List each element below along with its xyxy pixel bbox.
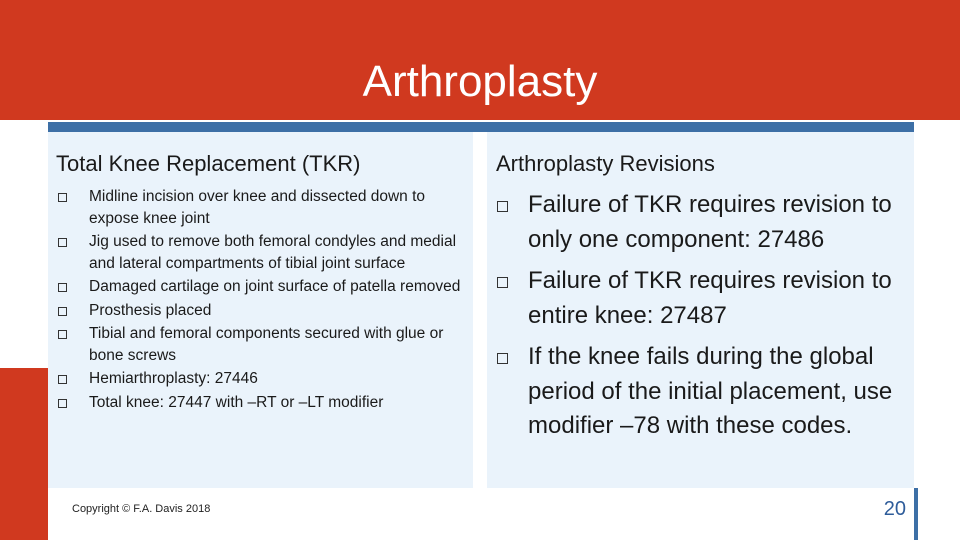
- square-bullet-icon: [58, 193, 67, 202]
- left-bullet-list: [58, 186, 468, 415]
- square-bullet-icon: [58, 283, 67, 292]
- list-item-text: If the knee fails during the global period of the initial placement, use modifier –78 with these codes.: [528, 343, 893, 439]
- copyright-notice: Copyright © F.A. Davis 2018: [72, 503, 211, 515]
- square-bullet-icon: [58, 399, 67, 408]
- list-item: [58, 276, 468, 298]
- list-item-text: Tibial and femoral components secured with glue or bone screws: [89, 325, 444, 364]
- square-bullet-icon: [58, 307, 67, 316]
- square-bullet-icon: [58, 375, 67, 384]
- list-item-text: Jig used to remove both femoral condyles and medial and lateral compartments of tibial joint surface: [89, 233, 457, 272]
- list-item-text: Hemiarthroplasty: 27446: [89, 370, 258, 387]
- right-accent-bar: [914, 488, 918, 540]
- left-column-heading: Total Knee Replacement (TKR): [56, 151, 361, 176]
- square-bullet-icon: [497, 353, 508, 364]
- list-item: [58, 368, 468, 390]
- list-item: [496, 340, 906, 444]
- list-item: [58, 323, 468, 366]
- page-number: 20: [883, 498, 906, 520]
- left-accent-block: [0, 368, 48, 540]
- square-bullet-icon: [497, 201, 508, 212]
- list-item: [58, 392, 468, 414]
- square-bullet-icon: [58, 330, 67, 339]
- slide-title: Arthroplasty: [362, 57, 598, 106]
- list-item: [496, 188, 906, 257]
- list-item-text: Damaged cartilage on joint surface of patella removed: [89, 278, 461, 295]
- square-bullet-icon: [497, 277, 508, 288]
- list-item-text: Total knee: 27447 with –RT or –LT modifier: [89, 393, 384, 411]
- right-column-heading: Arthroplasty Revisions: [496, 151, 715, 176]
- list-item: [58, 231, 468, 274]
- list-item-text: Midline incision over knee and dissected down to expose knee joint: [89, 188, 426, 227]
- list-item: [496, 264, 906, 333]
- list-item-text: Failure of TKR requires revision to entire knee: 27487: [528, 267, 892, 329]
- blue-divider: [48, 122, 914, 132]
- square-bullet-icon: [58, 238, 67, 247]
- list-item-text: Failure of TKR requires revision to only one component: 27486: [528, 191, 892, 253]
- right-bullet-list: [496, 188, 906, 451]
- list-item-text: Prosthesis placed: [89, 301, 212, 319]
- list-item: [58, 186, 468, 229]
- list-item: [58, 300, 468, 322]
